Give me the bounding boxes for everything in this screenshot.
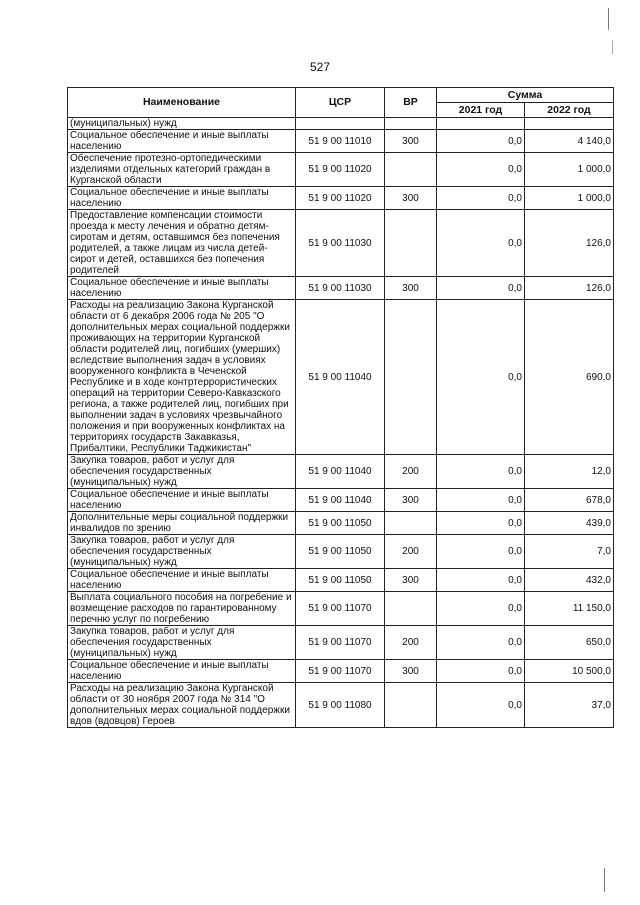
row-2021-cell: 0,0: [437, 512, 525, 535]
header-year-2021: 2021 год: [437, 103, 525, 118]
table-row: [68, 626, 614, 660]
header-vr: ВР: [385, 88, 437, 118]
row-2021-cell: 0,0: [437, 153, 525, 187]
row-csr-cell: 51 9 00 11030: [296, 277, 385, 300]
row-2021-cell: 0,0: [437, 210, 525, 277]
row-vr-cell: [385, 153, 437, 187]
row-csr-cell: 51 9 00 11070: [296, 626, 385, 660]
row-2021-cell: 0,0: [437, 535, 525, 569]
row-csr-cell: 51 9 00 11050: [296, 512, 385, 535]
row-vr-cell: 200: [385, 535, 437, 569]
row-2021-cell: 0,0: [437, 130, 525, 153]
row-name-cell: Предоставление компенсации стоимости проезда к месту лечения и обратно детям-сиротам и детям, оставшимся без попечения родителей, а также лицам из числа детей-сирот и детей, оставшихся без попечения родителей: [68, 210, 296, 277]
row-2021-cell: [437, 118, 525, 130]
table-row: [68, 535, 614, 569]
row-2022-cell: 650,0: [525, 626, 614, 660]
row-vr-cell: [385, 592, 437, 626]
row-2022-cell: 11 150,0: [525, 592, 614, 626]
row-csr-cell: 51 9 00 11040: [296, 300, 385, 455]
row-2021-cell: 0,0: [437, 455, 525, 489]
header-csr: ЦСР: [296, 88, 385, 118]
row-vr-cell: 300: [385, 187, 437, 210]
table-header: [68, 88, 614, 118]
row-2022-cell: 126,0: [525, 277, 614, 300]
row-vr-cell: 300: [385, 489, 437, 512]
row-name-cell: (муниципальных) нужд: [68, 118, 296, 130]
row-csr-cell: 51 9 00 11030: [296, 210, 385, 277]
row-2022-cell: 678,0: [525, 489, 614, 512]
row-2022-cell: 37,0: [525, 683, 614, 728]
row-vr-cell: 300: [385, 569, 437, 592]
scan-edge-mark: [604, 868, 605, 892]
row-csr-cell: 51 9 00 11020: [296, 187, 385, 210]
row-csr-cell: 51 9 00 11050: [296, 535, 385, 569]
row-csr-cell: 51 9 00 11010: [296, 130, 385, 153]
row-name-cell: Социальное обеспечение и иные выплаты населению: [68, 130, 296, 153]
row-vr-cell: 300: [385, 130, 437, 153]
row-2022-cell: 432,0: [525, 569, 614, 592]
table-row: [68, 592, 614, 626]
row-name-cell: Дополнительные меры социальной поддержки инвалидов по зрению: [68, 512, 296, 535]
table-row: [68, 455, 614, 489]
row-2022-cell: [525, 118, 614, 130]
row-name-cell: Социальное обеспечение и иные выплаты населению: [68, 569, 296, 592]
row-2021-cell: 0,0: [437, 592, 525, 626]
row-name-cell: Социальное обеспечение и иные выплаты населению: [68, 489, 296, 512]
table-row: [68, 512, 614, 535]
row-2021-cell: 0,0: [437, 683, 525, 728]
row-2021-cell: 0,0: [437, 626, 525, 660]
row-2021-cell: 0,0: [437, 277, 525, 300]
table-row: [68, 277, 614, 300]
scan-edge-mark: [608, 8, 609, 30]
table-row: [68, 489, 614, 512]
row-name-cell: Закупка товаров, работ и услуг для обеспечения государственных (муниципальных) нужд: [68, 535, 296, 569]
header-name: Наименование: [68, 88, 296, 118]
budget-table: [67, 87, 614, 728]
table-row: [68, 118, 614, 130]
scan-edge-mark: [612, 40, 613, 54]
row-vr-cell: 300: [385, 277, 437, 300]
row-csr-cell: [296, 118, 385, 130]
row-2022-cell: 1 000,0: [525, 187, 614, 210]
header-sum: Сумма: [437, 88, 614, 103]
row-name-cell: Социальное обеспечение и иные выплаты населению: [68, 660, 296, 683]
row-vr-cell: 300: [385, 660, 437, 683]
row-2022-cell: 12,0: [525, 455, 614, 489]
row-name-cell: Закупка товаров, работ и услуг для обеспечения государственных (муниципальных) нужд: [68, 626, 296, 660]
table-row: [68, 130, 614, 153]
row-2021-cell: 0,0: [437, 660, 525, 683]
row-name-cell: Обеспечение протезно-ортопедическими изделиями отдельных категорий граждан в Курганской области: [68, 153, 296, 187]
row-2022-cell: 7,0: [525, 535, 614, 569]
row-name-cell: Выплата социального пособия на погребение и возмещение расходов по гарантированному перечню услуг по погребению: [68, 592, 296, 626]
table-row: [68, 569, 614, 592]
row-name-cell: Расходы на реализацию Закона Курганской области от 30 ноября 2007 года № 314 "О дополнительных мерах социальной поддержки вдов (вдовцов) Героев: [68, 683, 296, 728]
table-row: [68, 683, 614, 728]
table-row: [68, 187, 614, 210]
row-2022-cell: 690,0: [525, 300, 614, 455]
row-vr-cell: 200: [385, 455, 437, 489]
row-csr-cell: 51 9 00 11020: [296, 153, 385, 187]
header-year-2022: 2022 год: [525, 103, 614, 118]
row-name-cell: Социальное обеспечение и иные выплаты населению: [68, 187, 296, 210]
row-vr-cell: [385, 512, 437, 535]
row-name-cell: Закупка товаров, работ и услуг для обеспечения государственных (муниципальных) нужд: [68, 455, 296, 489]
row-csr-cell: 51 9 00 11040: [296, 489, 385, 512]
row-2022-cell: 4 140,0: [525, 130, 614, 153]
table-body: [68, 118, 614, 728]
row-csr-cell: 51 9 00 11050: [296, 569, 385, 592]
row-2021-cell: 0,0: [437, 569, 525, 592]
row-csr-cell: 51 9 00 11070: [296, 660, 385, 683]
page-number: 527: [309, 60, 331, 74]
row-csr-cell: 51 9 00 11080: [296, 683, 385, 728]
table-row: [68, 210, 614, 277]
row-2021-cell: 0,0: [437, 489, 525, 512]
row-2022-cell: 439,0: [525, 512, 614, 535]
row-vr-cell: [385, 300, 437, 455]
table-row: [68, 153, 614, 187]
row-vr-cell: [385, 118, 437, 130]
row-2021-cell: 0,0: [437, 187, 525, 210]
row-vr-cell: [385, 210, 437, 277]
row-csr-cell: 51 9 00 11070: [296, 592, 385, 626]
row-2022-cell: 1 000,0: [525, 153, 614, 187]
row-vr-cell: 200: [385, 626, 437, 660]
table-row: [68, 660, 614, 683]
row-2022-cell: 10 500,0: [525, 660, 614, 683]
row-name-cell: Расходы на реализацию Закона Курганской области от 6 декабря 2006 года № 205 "О дополнительных мерах социальной поддержки проживающих на территории Курганской области родителей лиц, погибших (умерших) вследствие выполнения задач в условиях вооруженного конфликта в Чеченской Республике и в ходе контртеррористических операций на территории Северо-Кавказского региона, а также родителей лиц, погибших при выполнении задач в условиях чрезвычайного положения и при вооруженных конфликтах на территориях государств Закавказья, Прибалтики, Республики Таджикистан": [68, 300, 296, 455]
row-name-cell: Социальное обеспечение и иные выплаты населению: [68, 277, 296, 300]
row-vr-cell: [385, 683, 437, 728]
row-csr-cell: 51 9 00 11040: [296, 455, 385, 489]
row-2021-cell: 0,0: [437, 300, 525, 455]
table-row: [68, 300, 614, 455]
row-2022-cell: 126,0: [525, 210, 614, 277]
